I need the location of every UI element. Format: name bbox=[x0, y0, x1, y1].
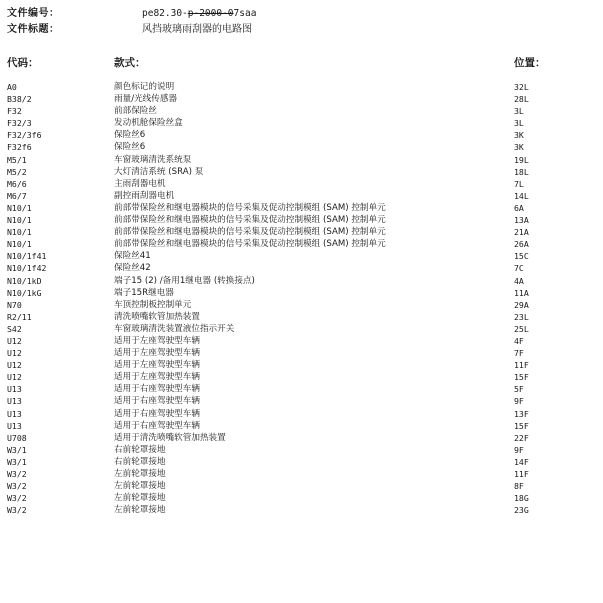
cell-code: W3/2 bbox=[7, 469, 27, 479]
cell-code: N10/1kG bbox=[7, 287, 42, 298]
cell-description: 左前轮罩接地 bbox=[114, 481, 166, 492]
cell-position: 32L bbox=[514, 82, 529, 92]
cell-position: 9F bbox=[514, 396, 524, 407]
cell-position: 8F bbox=[514, 481, 524, 492]
cell-position: 19L bbox=[514, 154, 529, 165]
cell-position: 18L bbox=[514, 166, 529, 177]
cell-description: 适用于左座驾驶型车辆 bbox=[114, 335, 200, 346]
cell-description: 清洗喷嘴软管加热装置 bbox=[114, 311, 200, 322]
table-row bbox=[7, 190, 597, 202]
table-row bbox=[7, 444, 597, 456]
cell-code: S42 bbox=[7, 323, 22, 334]
cell-code: U13 bbox=[7, 408, 22, 419]
cell-code: U12 bbox=[7, 372, 22, 383]
cell-code: N10/1f42 bbox=[7, 263, 47, 274]
cell-position: 11A bbox=[514, 287, 529, 298]
cell-code: F32/3f6 bbox=[7, 130, 42, 141]
cell-position: 15C bbox=[514, 251, 529, 262]
cell-description: 副控雨刮器电机 bbox=[114, 190, 175, 201]
cell-description: 左前轮罩接地 bbox=[114, 469, 166, 479]
table-row bbox=[7, 468, 597, 480]
table-row bbox=[7, 105, 597, 117]
cell-code: U12 bbox=[7, 360, 22, 371]
doc-title-label: 文件标题： bbox=[7, 24, 60, 35]
table-row bbox=[7, 480, 597, 492]
cell-position: 22F bbox=[514, 432, 529, 443]
cell-code: W3/2 bbox=[7, 505, 27, 516]
cell-description: 左前轮罩接地 bbox=[114, 493, 166, 504]
cell-code: F32f6 bbox=[7, 142, 32, 153]
cell-description: 大灯清洁系统 (SRA) 泵 bbox=[114, 166, 204, 177]
table-row bbox=[7, 250, 597, 262]
cell-description: 保险丝6 bbox=[114, 130, 146, 141]
table-row bbox=[7, 383, 597, 395]
cell-code: N10/1 bbox=[7, 227, 32, 238]
cell-code: N10/1 bbox=[7, 202, 32, 213]
table-row bbox=[7, 359, 597, 371]
header-description: 款式： bbox=[114, 57, 146, 69]
table-row bbox=[7, 275, 597, 287]
cell-position: 7F bbox=[514, 348, 524, 359]
cell-code: F32/3 bbox=[7, 118, 32, 129]
cell-description: 适用于右座驾驶型车辆 bbox=[114, 384, 200, 395]
table-row bbox=[7, 117, 597, 129]
doc-number-label: 文件编号： bbox=[7, 8, 60, 19]
cell-description: 车窗玻璃清洗系统泵 bbox=[114, 154, 192, 165]
cell-code: B38/2 bbox=[7, 94, 32, 105]
table-row bbox=[7, 299, 597, 311]
cell-description: 车窗玻璃清洗装置液位指示开关 bbox=[114, 323, 235, 334]
cell-description: 前部带保险丝和继电器模块的信号采集及促动控制模组 (SAM) 控制单元 bbox=[114, 227, 386, 238]
table-row bbox=[7, 347, 597, 359]
table-row bbox=[7, 166, 597, 178]
cell-description: 前部带保险丝和继电器模块的信号采集及促动控制模组 (SAM) 控制单元 bbox=[114, 239, 386, 250]
doc-number-row bbox=[7, 6, 597, 22]
doc-title-row bbox=[7, 22, 597, 38]
cell-description: 雨量/光线传感器 bbox=[114, 94, 178, 105]
cell-code: M5/2 bbox=[7, 166, 27, 177]
cell-description: 适用于右座驾驶型车辆 bbox=[114, 396, 200, 407]
table-row bbox=[7, 287, 597, 299]
cell-code: N10/1 bbox=[7, 215, 32, 226]
cell-position: 3K bbox=[514, 130, 524, 141]
cell-position: 7L bbox=[514, 178, 524, 189]
cell-position: 7C bbox=[514, 263, 524, 274]
table-row bbox=[7, 262, 597, 274]
cell-description: 端子15 (2) /备用1继电器 (转换接点) bbox=[114, 275, 255, 286]
cell-description: 保险丝41 bbox=[114, 251, 151, 262]
table-row bbox=[7, 492, 597, 504]
header-position: 位置： bbox=[514, 57, 546, 69]
cell-description: 发动机舱保险丝盒 bbox=[114, 118, 183, 129]
cell-code: U13 bbox=[7, 396, 22, 407]
table-row bbox=[7, 395, 597, 407]
table-row bbox=[7, 238, 597, 250]
cell-description: 端子15R继电器 bbox=[114, 287, 174, 298]
cell-position: 29A bbox=[514, 299, 529, 310]
table-row bbox=[7, 371, 597, 383]
cell-code: M6/6 bbox=[7, 178, 27, 189]
cell-code: M5/1 bbox=[7, 154, 27, 165]
table-row bbox=[7, 432, 597, 444]
doc-number-value-prefix: pe82.30- bbox=[142, 8, 188, 19]
cell-description: 右前轮罩接地 bbox=[114, 444, 166, 455]
cell-code: N10/1f41 bbox=[7, 251, 47, 262]
cell-code: N10/1 bbox=[7, 239, 32, 250]
cell-description: 适用于左座驾驶型车辆 bbox=[114, 372, 200, 383]
doc-number-value-struck: p-2000-0 bbox=[187, 8, 234, 19]
cell-description: 保险丝6 bbox=[114, 142, 146, 153]
cell-code: U13 bbox=[7, 384, 22, 395]
cell-code: N70 bbox=[7, 299, 22, 310]
cell-code: W3/2 bbox=[7, 493, 27, 504]
cell-code: W3/1 bbox=[7, 444, 27, 455]
table-row bbox=[7, 141, 597, 153]
cell-description: 颜色标记的说明 bbox=[114, 82, 175, 92]
cell-code: M6/7 bbox=[7, 190, 27, 201]
component-table bbox=[7, 81, 597, 516]
table-header bbox=[7, 55, 597, 71]
cell-code: U12 bbox=[7, 335, 22, 346]
cell-position: 18G bbox=[514, 493, 529, 504]
cell-description: 左前轮罩接地 bbox=[114, 505, 166, 516]
cell-position: 13A bbox=[514, 215, 529, 226]
cell-description: 前部带保险丝和继电器模块的信号采集及促动控制模组 (SAM) 控制单元 bbox=[114, 215, 386, 226]
cell-description: 适用于清洗喷嘴软管加热装置 bbox=[114, 432, 226, 443]
cell-position: 25L bbox=[514, 323, 529, 334]
cell-code: U708 bbox=[7, 432, 27, 443]
doc-number-value bbox=[142, 6, 256, 22]
cell-code: F32 bbox=[7, 106, 22, 117]
cell-position: 14F bbox=[514, 456, 529, 467]
cell-description: 车顶控制板控制单元 bbox=[114, 299, 192, 310]
cell-position: 4A bbox=[514, 275, 524, 286]
table-row bbox=[7, 311, 597, 323]
doc-title-value: 风挡玻璃雨刮器的电路图 bbox=[142, 24, 252, 35]
table-row bbox=[7, 226, 597, 238]
table-row bbox=[7, 202, 597, 214]
cell-code: A0 bbox=[7, 82, 17, 92]
cell-description: 适用于左座驾驶型车辆 bbox=[114, 348, 200, 359]
table-row bbox=[7, 420, 597, 432]
cell-description: 前部带保险丝和继电器模块的信号采集及促动控制模组 (SAM) 控制单元 bbox=[114, 202, 386, 213]
cell-position: 4F bbox=[514, 335, 524, 346]
cell-position: 3K bbox=[514, 142, 524, 153]
cell-description: 右前轮罩接地 bbox=[114, 456, 166, 467]
cell-position: 23L bbox=[514, 311, 529, 322]
cell-code: U12 bbox=[7, 348, 22, 359]
table-row bbox=[7, 129, 597, 141]
document-meta bbox=[7, 6, 597, 38]
cell-position: 13F bbox=[514, 408, 529, 419]
cell-description: 适用于右座驾驶型车辆 bbox=[114, 408, 200, 419]
cell-position: 9F bbox=[514, 444, 524, 455]
table-row bbox=[7, 456, 597, 468]
cell-code: W3/1 bbox=[7, 456, 27, 467]
cell-position: 15F bbox=[514, 372, 529, 383]
table-row bbox=[7, 504, 597, 516]
table-row bbox=[7, 323, 597, 335]
cell-position: 5F bbox=[514, 384, 524, 395]
table-row bbox=[7, 408, 597, 420]
cell-description: 前部保险丝 bbox=[114, 106, 157, 117]
cell-position: 14L bbox=[514, 190, 529, 201]
cell-code: U13 bbox=[7, 420, 22, 431]
table-row bbox=[7, 178, 597, 190]
cell-description: 适用于左座驾驶型车辆 bbox=[114, 360, 200, 371]
cell-position: 11F bbox=[514, 360, 529, 371]
cell-position: 21A bbox=[514, 227, 529, 238]
cell-position: 3L bbox=[514, 106, 524, 117]
table-row bbox=[7, 335, 597, 347]
doc-number-value-suffix: 7saa bbox=[233, 8, 257, 19]
cell-position: 6A bbox=[514, 202, 524, 213]
cell-description: 适用于右座驾驶型车辆 bbox=[114, 420, 200, 431]
table-row bbox=[7, 81, 597, 93]
cell-position: 11F bbox=[514, 469, 529, 479]
header-code: 代码： bbox=[7, 57, 39, 69]
cell-code: R2/11 bbox=[7, 311, 32, 322]
table-row bbox=[7, 214, 597, 226]
cell-code: W3/2 bbox=[7, 481, 27, 492]
cell-position: 23G bbox=[514, 505, 529, 516]
table-row bbox=[7, 154, 597, 166]
cell-position: 26A bbox=[514, 239, 529, 250]
cell-description: 保险丝42 bbox=[114, 263, 151, 274]
cell-code: N10/1kD bbox=[7, 275, 42, 286]
cell-position: 15F bbox=[514, 420, 529, 431]
cell-position: 28L bbox=[514, 94, 529, 105]
cell-position: 3L bbox=[514, 118, 524, 129]
cell-description: 主雨刮器电机 bbox=[114, 178, 166, 189]
table-row bbox=[7, 93, 597, 105]
